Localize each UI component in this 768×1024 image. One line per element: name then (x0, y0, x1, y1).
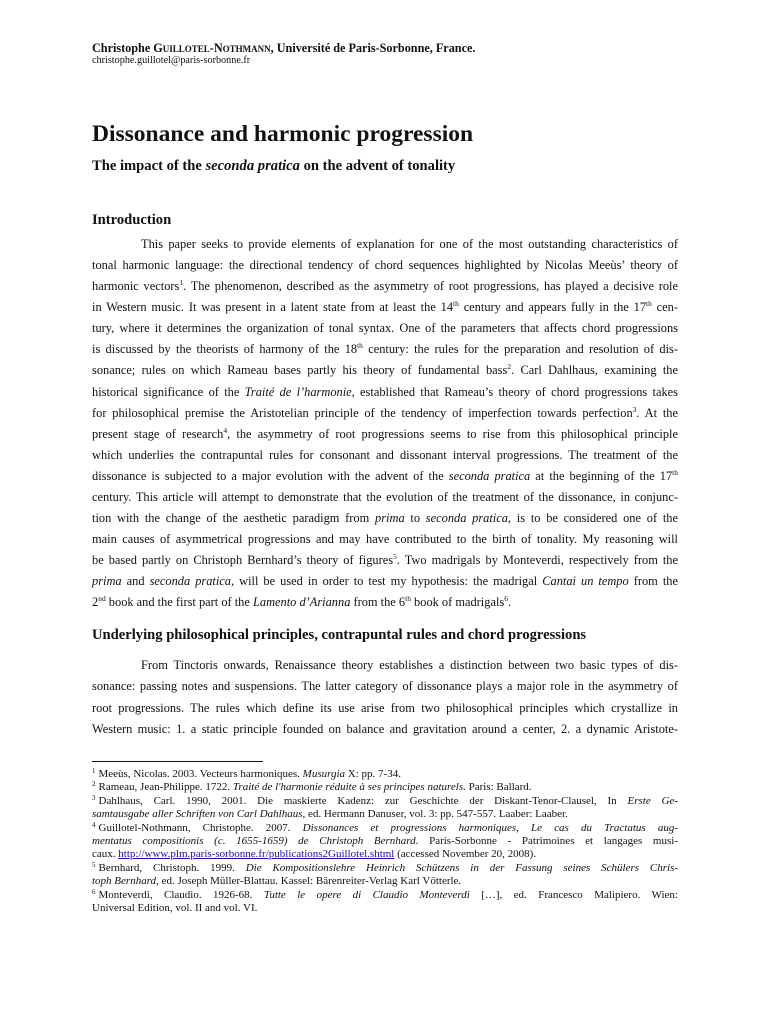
text-run: historical significance of the (92, 384, 245, 399)
paragraph-line: sonance: passing notes and suspensions. The latter category of dissonance plays a major role in the asymmetry of (92, 679, 678, 694)
text-run: caux. (92, 848, 119, 861)
paragraph-line: root progressions. The rules which define its use arise from two philosophical principles which crystallize in (92, 700, 678, 715)
paragraph-line (92, 592, 678, 613)
paragraph-line: From Tinctoris onwards, Renaissance theory establishes a distinction between two basic types of dis- (141, 658, 678, 672)
superscript: 6 (504, 594, 508, 604)
superscript: 4 (223, 425, 228, 435)
italic-text: Erste Ge- (627, 794, 678, 807)
footnote-link[interactable]: http://www.plm.paris-sorbonne.fr/publications2Guillotel.shtml (118, 848, 395, 861)
text-run: Guillotel-Nothmann, Christophe. 2007. (98, 821, 303, 834)
text-run: century and appears fully in the 17 (458, 300, 647, 315)
footnote-number: 5 (92, 860, 96, 869)
footnote-line (92, 795, 678, 808)
paragraph-line: Western music: 1. a static principle founded on balance and gravitation around a center, 2. a dynamic Aristote- (92, 721, 678, 736)
text-run: from the (628, 574, 678, 589)
paragraph-line (92, 297, 678, 318)
italic-text: Tutte le opere di Claudio Monteverdi (263, 888, 470, 901)
text-run: Monteverdi, Claudio. 1926-68. (98, 888, 264, 901)
paragraph-line (92, 360, 678, 381)
italic-text: seconda pratica (149, 574, 231, 589)
text-run: Paris: Ballard. (465, 781, 532, 794)
text-run: sonance; rules on which Rameau bases partly his theory of fundamental bass (92, 363, 508, 378)
text-run: 2 (92, 595, 99, 610)
text-run: century. This article will attempt to demonstrate that the evolution of the treatment of the dissonance, in conjunc- (92, 489, 678, 504)
text-run: in Western music. It was present in a latent state from at least the 14 (92, 300, 454, 315)
superscript: th (672, 467, 678, 477)
text-run: for philosophical premise the Aristotelian principle of the tendency of imperfection towards perfection (92, 405, 633, 420)
introduction-paragraph (92, 234, 678, 613)
footnote-line (92, 822, 678, 835)
paragraph-line (92, 508, 678, 529)
paper-title: Dissonance and harmonic progression (92, 121, 474, 147)
footnote-line (92, 808, 678, 821)
italic-text: seconda pratica (425, 511, 508, 526)
paragraph-line (92, 571, 678, 592)
footnote-line (92, 848, 678, 861)
text-run: century: the rules for the preparation and resolution of dis- (362, 342, 678, 357)
text-run: X: pp. 7-34. (345, 768, 401, 780)
text-run: . Two madrigals by Monteverdi, respectively from the (396, 553, 678, 568)
superscript: 2 (507, 362, 512, 372)
section-heading-philosophical-principles: Underlying philosophical principles, contrapuntal rules and chord progressions (92, 627, 587, 643)
text-run: tonal harmonic language: the directional tendency of chord sequences highlighted by Nicolas Meeùs’ theory of (92, 258, 678, 273)
author-line (92, 41, 475, 56)
footnote-separator (92, 761, 263, 762)
author-last-name: Guillotel-Nothmann (153, 41, 271, 55)
subtitle-italic-text: seconda pratica (205, 158, 300, 174)
text-run: , ed. Joseph Müller-Blattau. Kassel: Bärenreiter-Verlag Karl Vötterle. (156, 875, 462, 888)
italic-text: Die Kompositionslehre Heinrich Schützens in der Fassung seines Schülers Chris- (245, 861, 679, 874)
text-run: main causes of asymmetrical progressions and may have contributed to the birth of tonality. My reasoning will (92, 532, 678, 547)
paragraph-line (92, 403, 678, 424)
author-first-name: Christophe (92, 41, 154, 55)
italic-text: prima (375, 511, 405, 526)
footnotes (92, 768, 678, 915)
italic-text: Dissonances et progressions harmoniques, Le cas du Tractatus aug- (302, 821, 678, 834)
paragraph-line (92, 487, 678, 508)
text-run: , will be used in order to test my hypothesis: the madrigal (231, 574, 543, 589)
paragraph-line (92, 276, 678, 297)
footnote-number: 6 (92, 887, 96, 896)
text-run: at the beginning of the 17 (530, 468, 673, 483)
text-run: Rameau, Jean-Philippe. 1722. (98, 781, 233, 794)
text-run: tury, where it determines the organization of tonal syntax. One of the parameters that affects chord progressions (92, 321, 678, 336)
paragraph-line (92, 424, 678, 445)
text-run: book of madrigals (410, 595, 505, 610)
text-run: ed. Hermann Danuser, vol. 3: pp. 547-557. Laaber: Laaber. (305, 808, 568, 821)
author-email: christophe.guillotel@paris-sorbonne.fr (92, 55, 251, 66)
superscript: th (453, 299, 459, 309)
superscript: nd (98, 594, 106, 604)
text-run: This paper seeks to provide elements of explanation for one of the most outstanding characteristics of (141, 237, 678, 251)
section-heading-introduction: Introduction (92, 212, 172, 228)
text-run: from the 6 (350, 595, 406, 610)
text-run: be based partly on Christoph Bernhard’s theory of figures (92, 553, 394, 568)
superscript: th (405, 594, 411, 604)
section-paragraph (92, 655, 678, 740)
text-run: . At the (636, 405, 678, 420)
text-run: present stage of research (92, 426, 224, 441)
text-run: to (404, 511, 426, 526)
italic-text: samtausgabe aller Schriften von Carl Dahlhaus, (92, 808, 306, 821)
italic-text: Traité de l’harmonie (244, 384, 352, 399)
footnote-line (92, 889, 678, 902)
footnote-line (92, 875, 678, 888)
footnote-number: 1 (92, 767, 96, 775)
text-run: . Carl Dahlhaus, examining the (511, 363, 678, 378)
text-run: which underlies the contrapuntal rules for consonant and dissonant interval progressions. The treatment of the (92, 447, 678, 462)
text-run: book and the first part of the (105, 595, 253, 610)
subtitle-text: on the advent of tonality (299, 158, 456, 174)
text-run: dissonance is subjected to a major evolution with the advent of the (92, 468, 449, 483)
text-run: Meeùs, Nicolas. 2003. Vecteurs harmoniques. (98, 768, 303, 780)
footnote-number: 4 (92, 820, 96, 829)
text-run: . (507, 595, 512, 610)
text-run: harmonic vectors (92, 279, 180, 294)
footnote-line (92, 835, 678, 848)
footnote-line (92, 768, 678, 781)
text-run: and (121, 574, 150, 589)
subtitle-text: The impact of the (92, 158, 206, 174)
text-run: Dahlhaus, Carl. 1990, 2001. Die maskierte Kadenz: zur Geschichte der Diskant-Tenor-Clausel, In (98, 794, 628, 807)
paragraph-line (92, 382, 678, 403)
italic-text: prima (92, 574, 122, 589)
paragraph-line (92, 234, 678, 255)
footnote-line (92, 781, 678, 794)
italic-text: Lamento d’Arianna (252, 595, 351, 610)
paragraph-line (92, 529, 678, 550)
paper-subtitle (92, 158, 455, 175)
paragraph-line (92, 550, 678, 571)
superscript: th (357, 341, 363, 351)
italic-text: Cantai un tempo (542, 574, 629, 589)
footnote-number: 3 (92, 793, 96, 802)
text-run: , is to be considered one of the (507, 511, 678, 526)
paragraph-line (92, 318, 678, 339)
superscript: 5 (393, 552, 397, 562)
text-run: tion with the change of the aesthetic paradigm from (92, 511, 376, 526)
paragraph-line (92, 445, 678, 466)
text-run: cen- (651, 300, 678, 315)
footnote-line (92, 862, 678, 875)
text-run: […], ed. Francesco Malipiero. Wien: (469, 888, 678, 901)
superscript: 3 (632, 404, 637, 414)
paragraph-line (92, 255, 678, 276)
superscript: th (646, 299, 652, 309)
text-run: , established that Rameau’s theory of chord progressions takes (351, 384, 678, 399)
italic-text: Traité de l'harmonie réduite à ses principes naturels. (232, 781, 466, 794)
italic-text: toph Bernhard (92, 875, 157, 888)
text-run: , the asymmetry of root progressions seems to rise from this philosophical principle (227, 426, 679, 441)
paragraph-line (92, 339, 678, 360)
footnote-number: 2 (92, 780, 96, 789)
superscript: 1 (179, 278, 184, 288)
author-affiliation: , Université de Paris-Sorbonne, France. (270, 41, 476, 55)
text-run: Bernhard, Christoph. 1999. (98, 861, 246, 874)
italic-text: seconda pratica (448, 468, 531, 483)
italic-text: Musurgia (302, 768, 346, 780)
footnote-line (92, 902, 678, 915)
italic-text: mentatus compositionis (c. 1655-1659) de Christoph Bernhard (92, 834, 416, 847)
text-run: is discussed by the theorists of harmony of the 18 (92, 342, 358, 357)
text-run: Universal Edition, vol. II and vol. VI. (92, 901, 258, 914)
text-run: . The phenomenon, described as the asymmetry of root progressions, has played a decisive role (183, 279, 679, 294)
paragraph-line (92, 466, 678, 487)
text-run: (accessed November 20, 2008). (394, 848, 537, 861)
text-run: . Paris-Sorbonne - Patrimoines et langages musi- (415, 834, 678, 847)
